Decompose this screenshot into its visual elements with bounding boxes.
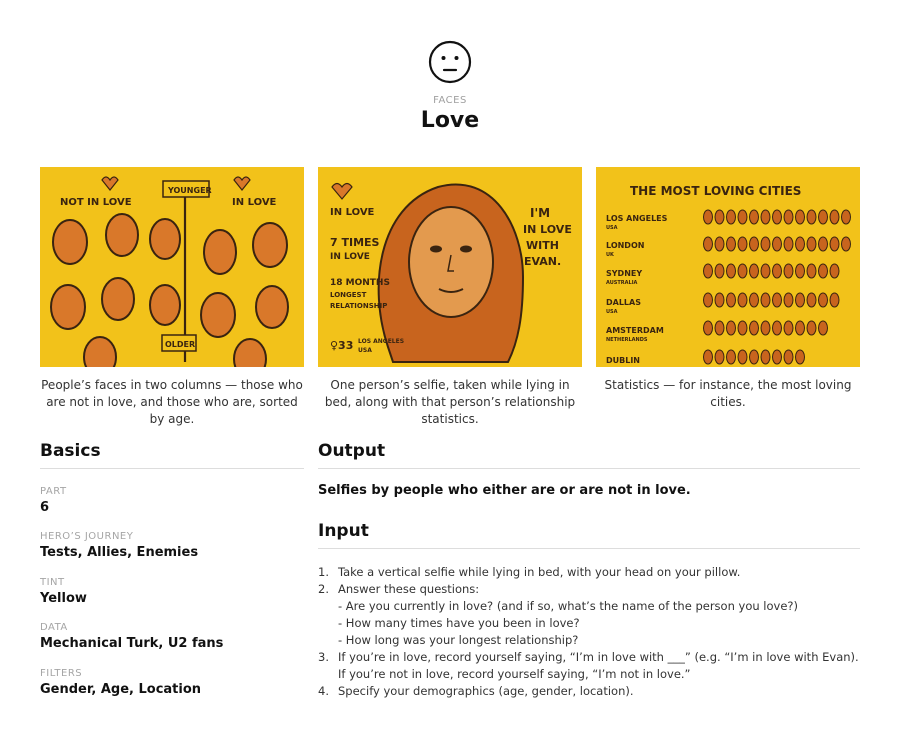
thumbprint bbox=[773, 321, 782, 335]
thumbprint bbox=[796, 237, 805, 251]
selfie-stats-image bbox=[318, 167, 582, 367]
thumbprint bbox=[761, 237, 770, 251]
thumbprint bbox=[715, 264, 724, 278]
thumbprint bbox=[750, 264, 759, 278]
step-number: 2. bbox=[318, 582, 329, 596]
section-kicker: FACES bbox=[433, 95, 467, 106]
thumbprint bbox=[715, 293, 724, 307]
thumbprint bbox=[738, 293, 747, 307]
thumbprint bbox=[773, 237, 782, 251]
output-divider bbox=[318, 468, 860, 469]
image-text-age: ♀33 bbox=[330, 339, 354, 352]
thumbprint bbox=[807, 210, 816, 224]
thumbprint bbox=[750, 321, 759, 335]
input-step bbox=[318, 564, 863, 581]
step-number: 1. bbox=[318, 565, 329, 579]
thumbprint bbox=[830, 237, 839, 251]
thumbprint bbox=[704, 210, 713, 224]
thumbprint bbox=[750, 237, 759, 251]
thumbprint bbox=[727, 210, 736, 224]
image-text-la: LOS ANGELES bbox=[606, 214, 668, 223]
thumbprint bbox=[784, 237, 793, 251]
image-text-london: LONDON bbox=[606, 241, 645, 250]
image-text-months: 18 MONTHS bbox=[330, 278, 390, 288]
basics-label-tint: TINT bbox=[40, 577, 65, 588]
thumbprint bbox=[784, 321, 793, 335]
image-text-amsterdam-country: NETHERLANDS bbox=[606, 337, 648, 343]
thumbprint bbox=[796, 350, 805, 364]
thumbprint bbox=[727, 264, 736, 278]
thumbprint bbox=[773, 264, 782, 278]
thumbprint bbox=[830, 264, 839, 278]
thumbprint bbox=[819, 321, 828, 335]
thumbprint bbox=[807, 237, 816, 251]
basics-value-data: Mechanical Turk, U2 fans bbox=[40, 636, 224, 651]
thumbprint bbox=[796, 264, 805, 278]
thumbprint bbox=[727, 321, 736, 335]
image-text-times: 7 TIMES bbox=[330, 236, 380, 249]
output-description: Selfies by people who either are or are not in love. bbox=[318, 483, 691, 498]
thumbprint bbox=[750, 350, 759, 364]
thumbprint bbox=[761, 350, 770, 364]
image-text-older: OLDER bbox=[165, 340, 196, 349]
step-question: - Are you currently in love? (and if so, what’s the name of the person you love?) bbox=[338, 599, 799, 613]
image-text-dallas: DALLAS bbox=[606, 298, 641, 307]
thumbprint bbox=[842, 210, 851, 224]
thumbprint bbox=[773, 350, 782, 364]
thumbprint bbox=[773, 210, 782, 224]
thumbprint bbox=[727, 293, 736, 307]
image-text-quote-in-love: IN LOVE bbox=[523, 223, 572, 236]
thumbprint bbox=[738, 321, 747, 335]
neutral-face-icon bbox=[428, 40, 472, 84]
thumbprint bbox=[704, 293, 713, 307]
thumbprint bbox=[738, 264, 747, 278]
thumbprint bbox=[750, 210, 759, 224]
thumbprint bbox=[750, 293, 759, 307]
thumbprint bbox=[830, 210, 839, 224]
image-text-dallas-country: USA bbox=[606, 309, 618, 315]
image-text-country: USA bbox=[358, 347, 372, 354]
basics-label-heros-journey: HERO’S JOURNEY bbox=[40, 531, 134, 542]
image-text-london-country: UK bbox=[606, 252, 614, 258]
step-text: If you’re in love, record yourself saying, “I’m in love with ___” (e.g. “I’m in love with Evan). bbox=[338, 650, 859, 664]
basics-value-filters: Gender, Age, Location bbox=[40, 682, 202, 697]
input-step bbox=[318, 683, 863, 700]
thumbprint bbox=[715, 237, 724, 251]
step-question: - How many times have you been in love? bbox=[338, 616, 580, 630]
basics-value-heros-journey: Tests, Allies, Enemies bbox=[40, 545, 199, 560]
step-question: - How long was your longest relationship? bbox=[338, 633, 579, 647]
thumbprint bbox=[819, 293, 828, 307]
image-text-evan: EVAN. bbox=[524, 255, 562, 268]
thumbprint bbox=[727, 350, 736, 364]
thumbprint bbox=[715, 210, 724, 224]
thumbprint bbox=[819, 264, 828, 278]
image-text-longest: LONGEST bbox=[330, 291, 367, 299]
thumbprint bbox=[738, 210, 747, 224]
thumbprint bbox=[738, 350, 747, 364]
thumbprint bbox=[761, 264, 770, 278]
basics-value-tint: Yellow bbox=[40, 591, 87, 606]
image-text-heading: THE MOST LOVING CITIES bbox=[630, 184, 802, 198]
step-number: 3. bbox=[318, 650, 329, 664]
thumbprint bbox=[784, 350, 793, 364]
thumbprint bbox=[704, 321, 713, 335]
caption-selfie-stats: One person’s selfie, taken while lying in bed, along with that person’s relationship statistics. bbox=[324, 378, 576, 426]
image-text-sydney: SYDNEY bbox=[606, 269, 643, 278]
thumbprint bbox=[738, 237, 747, 251]
image-text-im: I'M bbox=[530, 206, 551, 220]
image-text-in-love: IN LOVE bbox=[330, 207, 375, 218]
image-text-sydney-country: AUSTRALIA bbox=[606, 280, 638, 286]
image-text-in-love: IN LOVE bbox=[232, 197, 277, 208]
basics-label-data: DATA bbox=[40, 622, 68, 633]
thumbprint bbox=[704, 237, 713, 251]
basics-label-filters: FILTERS bbox=[40, 668, 83, 679]
image-text-amsterdam: AMSTERDAM bbox=[606, 326, 664, 335]
image-text-relationship: RELATIONSHIP bbox=[330, 302, 388, 310]
thumbprint bbox=[830, 293, 839, 307]
page-title: Love bbox=[420, 108, 480, 133]
thumbprint bbox=[784, 293, 793, 307]
thumbprint bbox=[704, 264, 713, 278]
thumbprint bbox=[761, 321, 770, 335]
faces-columns-image bbox=[40, 167, 304, 367]
input-steps-list bbox=[318, 564, 863, 700]
caption-loving-cities: Statistics — for instance, the most loving cities. bbox=[604, 378, 852, 409]
thumbprint bbox=[761, 293, 770, 307]
input-heading: Input bbox=[318, 521, 369, 541]
image-text-dublin: DUBLIN bbox=[606, 356, 641, 365]
basics-value-part: 6 bbox=[40, 500, 50, 515]
thumbprint bbox=[796, 321, 805, 335]
output-heading: Output bbox=[318, 441, 386, 461]
thumbprint bbox=[727, 237, 736, 251]
thumbprint bbox=[796, 293, 805, 307]
step-text: Answer these questions: bbox=[338, 582, 480, 596]
image-text-younger: YOUNGER bbox=[168, 186, 212, 195]
step-text: Take a vertical selfie while lying in bed, with your head on your pillow. bbox=[338, 565, 741, 579]
thumbprint bbox=[773, 293, 782, 307]
thumbprint bbox=[819, 210, 828, 224]
image-text-in-love-count: IN LOVE bbox=[330, 252, 370, 262]
caption-faces-columns: People’s faces in two columns — those who are not in love, and those who are, sorted by age. bbox=[41, 378, 303, 426]
basics-label-part: PART bbox=[40, 486, 67, 497]
input-divider bbox=[318, 548, 860, 549]
image-text-with: WITH bbox=[526, 239, 559, 252]
image-text-not-in-love: NOT IN LOVE bbox=[60, 197, 132, 208]
thumbprint bbox=[842, 237, 851, 251]
step-text: Specify your demographics (age, gender, location). bbox=[338, 684, 634, 698]
thumbprint bbox=[761, 210, 770, 224]
step-number: 4. bbox=[318, 684, 329, 698]
thumbprint bbox=[704, 350, 713, 364]
thumbprint bbox=[784, 264, 793, 278]
image-text-city: LOS ANGELES bbox=[358, 338, 405, 345]
step-text: If you’re not in love, record yourself saying, “I’m not in love.” bbox=[338, 667, 691, 681]
thumbprint bbox=[796, 210, 805, 224]
thumbprint bbox=[807, 293, 816, 307]
thumbprint bbox=[715, 321, 724, 335]
input-step bbox=[318, 581, 863, 649]
thumbprint bbox=[807, 321, 816, 335]
thumbprint bbox=[807, 264, 816, 278]
input-step bbox=[318, 649, 863, 683]
basics-divider bbox=[40, 468, 304, 469]
thumbprint bbox=[715, 350, 724, 364]
thumbprint bbox=[819, 237, 828, 251]
basics-heading: Basics bbox=[40, 441, 101, 461]
image-text-la-country: USA bbox=[606, 225, 618, 231]
loving-cities-image bbox=[596, 167, 860, 367]
thumbprint bbox=[784, 210, 793, 224]
